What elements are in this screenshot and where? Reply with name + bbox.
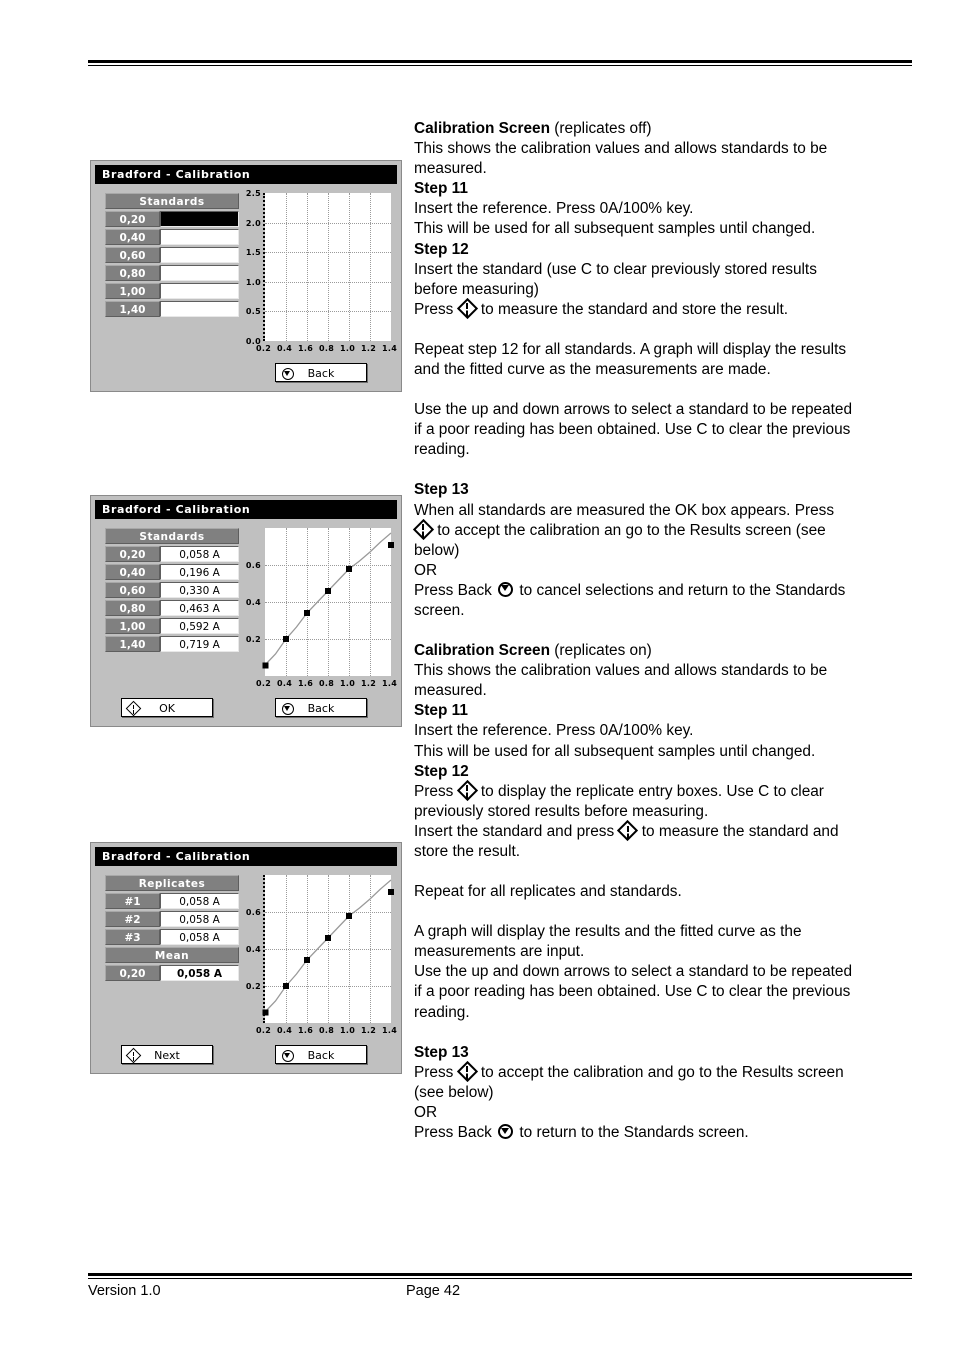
x-tick: 0.2: [256, 344, 272, 353]
footer-page-number: Page 42: [406, 1283, 461, 1299]
replicates-table-header: Replicates: [105, 875, 239, 891]
arrows-line3: reading.: [414, 441, 470, 459]
x-tick: 1.0: [340, 679, 356, 688]
standard-label: 0,40: [105, 229, 160, 245]
table-row[interactable]: [105, 247, 239, 263]
standard-label: 1,00: [105, 618, 160, 634]
x-tick: 0.4: [277, 344, 293, 353]
x-tick: 0.2: [256, 679, 272, 688]
back-button[interactable]: [275, 1045, 367, 1064]
x-tick: 1.6: [298, 344, 314, 353]
repeat-line1: Repeat step 12 for all standards. A graph will display the results: [414, 340, 847, 358]
press-back-post-2: to return to the Standards screen.: [515, 1124, 749, 1142]
or-separator-2: OR: [414, 1103, 438, 1121]
b-step-12-label: [414, 762, 884, 782]
y-tick: 1.0: [245, 277, 261, 287]
press-back-post-1: to cancel selections and return to the Standards: [515, 581, 846, 599]
replicate-label: #2: [105, 911, 160, 927]
standards-table-header: Standards: [105, 193, 239, 209]
back-button-label: Back: [307, 367, 335, 380]
data-points: [265, 875, 391, 1023]
step-13-line1: When all standards are measured the OK box appears. Press: [414, 501, 835, 519]
table-row[interactable]: [105, 546, 239, 562]
repeat-line2: and the fitted curve as the measurements are made.: [414, 361, 771, 379]
chart-plot-area: [265, 528, 391, 676]
enter-icon: [127, 702, 140, 715]
step-12-line1: Insert the standard (use C to clear previously stored results: [414, 260, 817, 278]
b-repeat-line: Repeat for all replicates and standards.: [414, 883, 682, 901]
p1-line1: This shows the calibration values and allows standards to be: [414, 140, 828, 158]
p1-line2: measured.: [414, 160, 487, 178]
standard-value-input[interactable]: [160, 211, 239, 227]
screen-title: Bradford - Calibration: [95, 500, 397, 519]
enter-key-icon: [619, 822, 636, 839]
next-button[interactable]: [121, 1045, 213, 1064]
press-back-pre-1: Press Back: [414, 581, 497, 599]
y-tick: 0.5: [245, 307, 261, 317]
enter-key-icon: [459, 782, 476, 799]
standards-table: [105, 193, 239, 319]
b-graph-line1: A graph will display the results and the fitted curve as the: [414, 923, 802, 941]
standard-value-input[interactable]: 0,592 A: [160, 618, 239, 634]
b-step-11-line1: Insert the reference. Press 0A/100% key.: [414, 722, 694, 740]
table-row[interactable]: [105, 893, 239, 909]
table-row[interactable]: [105, 301, 239, 317]
standard-value-input[interactable]: [160, 301, 239, 317]
back-button-label: Back: [307, 1049, 335, 1062]
footer-rule: [88, 1273, 912, 1279]
b-arrows-line1: Use the up and down arrows to select a standard to be repeated: [414, 963, 853, 981]
y-tick: 2.5: [245, 189, 261, 198]
b-step-13-bold: Step 13: [414, 1043, 469, 1061]
back-icon: [281, 1049, 294, 1062]
y-tick: 0.6: [245, 908, 261, 917]
back-key-icon: [497, 1123, 514, 1140]
mean-row[interactable]: [105, 965, 239, 981]
standard-value-input[interactable]: 0,058 A: [160, 546, 239, 562]
calibration-screen-filled: [90, 495, 402, 727]
b-arrows-line3: reading.: [414, 1003, 470, 1021]
table-row[interactable]: [105, 265, 239, 281]
spacer: [414, 320, 884, 340]
calibration-chart-replicates: [246, 869, 396, 1039]
calibration-chart-empty: [246, 187, 396, 357]
table-row[interactable]: [105, 283, 239, 299]
b-step-12-line1: [414, 782, 884, 802]
calibration-screen-heading-off: [414, 119, 884, 139]
b-insert-post: to measure the standard and: [637, 822, 839, 840]
standard-value-input[interactable]: [160, 283, 239, 299]
b-step-11-label: [414, 701, 884, 721]
y-tick: 0.2: [245, 982, 261, 991]
step-11-label: [414, 179, 884, 199]
enter-key-icon: [459, 1063, 476, 1080]
table-row[interactable]: [105, 229, 239, 245]
x-tick: 1.0: [340, 1026, 356, 1035]
b-step-13-pre: Press: [414, 1063, 458, 1081]
step-12-press-post: to measure the standard and store the result.: [476, 300, 789, 318]
b-step-13-post: to accept the calibration and go to the Results screen: [476, 1063, 844, 1081]
b-insert-line1: [414, 822, 884, 842]
standard-label: 1,40: [105, 301, 160, 317]
y-tick: 1.5: [245, 248, 261, 258]
b-step-12-line2: previously stored results before measuring.: [414, 802, 709, 820]
spacer: [414, 460, 884, 480]
next-button-label: Next: [154, 1049, 180, 1062]
step-12-label: [414, 240, 884, 260]
y-tick: 0.0: [245, 337, 261, 346]
standards-table: [105, 528, 239, 654]
press-back-line-2: screen.: [414, 601, 465, 619]
x-tick: 0.8: [319, 344, 335, 353]
replicates-table: [105, 875, 239, 983]
replicate-label: #3: [105, 929, 160, 945]
arrows-line1: Use the up and down arrows to select a standard to be repeated: [414, 401, 853, 419]
back-icon: [281, 702, 294, 715]
b-arrows-line2: if a poor reading has been obtained. Use C to clear the previous: [414, 983, 851, 1001]
b-step-12-post: to display the replicate entry boxes. Use C to clear: [476, 782, 824, 800]
back-icon: [281, 367, 294, 380]
b-step-12-bold: Step 12: [414, 762, 469, 780]
standard-value-input[interactable]: [160, 247, 239, 263]
b-step-12-pre: Press: [414, 782, 458, 800]
y-tick: 2.0: [245, 218, 261, 228]
x-tick: 1.2: [361, 679, 377, 688]
step-11-line2: This will be used for all subsequent samples until changed.: [414, 220, 816, 238]
spacer: [414, 380, 884, 400]
heading-bold-off: Calibration Screen: [414, 120, 550, 137]
p2-line2: measured.: [414, 682, 487, 700]
heading-rest-on: (replicates on): [550, 642, 652, 660]
table-row[interactable]: [105, 564, 239, 580]
header-rule: [88, 60, 912, 66]
back-key-icon: [497, 581, 514, 598]
table-row[interactable]: [105, 636, 239, 652]
step-11-line1: Insert the reference. Press 0A/100% key.: [414, 200, 694, 218]
x-tick: 0.8: [319, 1026, 335, 1035]
table-row[interactable]: [105, 600, 239, 616]
b-graph-line2: measurements are input.: [414, 943, 585, 961]
y-tick: 0.4: [245, 598, 261, 607]
standard-value-input[interactable]: [160, 265, 239, 281]
ok-button-label: OK: [159, 702, 175, 715]
x-tick: 1.4: [382, 1026, 398, 1035]
b-insert-line2: store the result.: [414, 843, 521, 860]
x-tick: 1.6: [298, 679, 314, 688]
standard-value-input[interactable]: 0,719 A: [160, 636, 239, 652]
calibration-screen-heading-on: [414, 641, 884, 661]
back-button-label: Back: [307, 702, 335, 715]
b-insert-pre: Insert the standard and press: [414, 822, 619, 840]
back-button[interactable]: [275, 363, 367, 382]
replicate-label: #1: [105, 893, 160, 909]
x-tick: 1.0: [340, 344, 356, 353]
mean-table-header: Mean: [105, 947, 239, 963]
step-13-line2-text: to accept the calibration an go to the Results screen (see: [433, 521, 826, 539]
press-back-pre-2: Press Back: [414, 1124, 497, 1142]
y-tick: 0.6: [245, 561, 261, 570]
spacer: [414, 621, 884, 641]
calibration-screen-empty: [90, 160, 402, 392]
step-11-bold: Step 11: [414, 180, 468, 198]
calibration-screen-replicates: [90, 842, 402, 1074]
back-button[interactable]: [275, 698, 367, 717]
step-12-press-line: [414, 300, 884, 320]
screen-title: Bradford - Calibration: [95, 847, 397, 866]
x-tick: 1.4: [382, 344, 398, 353]
or-separator-1: OR: [414, 561, 438, 579]
x-tick: 1.2: [361, 1026, 377, 1035]
heading-bold-on: Calibration Screen: [414, 642, 550, 660]
standard-value-input[interactable]: [160, 229, 239, 245]
heading-rest-off: (replicates off): [550, 120, 652, 137]
step-12-line2: before measuring): [414, 280, 539, 298]
x-tick: 1.6: [298, 1026, 314, 1035]
table-row[interactable]: [105, 929, 239, 945]
step-13-line3: below): [414, 541, 460, 559]
chart-plot-area: [265, 193, 391, 341]
screen-title: Bradford - Calibration: [95, 165, 397, 184]
chart-plot-area: [265, 875, 391, 1023]
x-tick: 0.4: [277, 1026, 293, 1035]
standards-table-header: Standards: [105, 528, 239, 544]
b-step-13-label: [414, 1043, 884, 1063]
standard-value-input[interactable]: 0,196 A: [160, 564, 239, 580]
replicate-value-input[interactable]: 0,058 A: [160, 893, 239, 909]
replicate-value-input[interactable]: 0,058 A: [160, 911, 239, 927]
y-tick: 0.2: [245, 635, 261, 644]
b-step-11-bold: Step 11: [414, 702, 468, 720]
b-step-13-line1: [414, 1063, 884, 1083]
standard-label: 0,40: [105, 564, 160, 580]
step-13-bold: Step 13: [414, 481, 469, 499]
standard-label: 0,80: [105, 265, 160, 281]
footer-version: Version 1.0: [88, 1283, 161, 1299]
standard-label: 0,20: [105, 211, 160, 227]
data-points: [265, 528, 391, 676]
standard-label: 0,60: [105, 582, 160, 598]
x-tick: 0.8: [319, 679, 335, 688]
table-row[interactable]: [105, 582, 239, 598]
standard-label: 0,80: [105, 600, 160, 616]
arrows-line2: if a poor reading has been obtained. Use C to clear the previous: [414, 421, 851, 439]
ok-button[interactable]: [121, 698, 213, 717]
table-row[interactable]: [105, 211, 239, 227]
standard-label: 0,20: [105, 546, 160, 562]
enter-icon: [127, 1049, 140, 1062]
mean-value: 0,058 A: [160, 965, 239, 981]
instructions-column: [414, 119, 884, 1143]
spacer: [414, 1023, 884, 1043]
step-13-line2: [414, 521, 884, 541]
table-row[interactable]: [105, 911, 239, 927]
standard-label: 1,00: [105, 283, 160, 299]
mean-standard-label: 0,20: [105, 965, 160, 981]
standard-label: 1,40: [105, 636, 160, 652]
y-tick: 0.4: [245, 945, 261, 954]
b-step-13-line2: (see below): [414, 1083, 494, 1101]
enter-key-icon: [415, 521, 432, 538]
table-row[interactable]: [105, 618, 239, 634]
step-13-label: [414, 480, 884, 500]
standard-value-input[interactable]: 0,330 A: [160, 582, 239, 598]
standard-label: 0,60: [105, 247, 160, 263]
spacer: [414, 862, 884, 882]
enter-key-icon: [459, 300, 476, 317]
x-tick: 0.2: [256, 1026, 272, 1035]
step-12-press-pre: Press: [414, 300, 458, 318]
x-tick: 1.2: [361, 344, 377, 353]
step-12-bold: Step 12: [414, 240, 469, 258]
calibration-chart-standards: [246, 522, 396, 692]
x-tick: 0.4: [277, 679, 293, 688]
standard-value-input[interactable]: 0,463 A: [160, 600, 239, 616]
b-step-11-line2: This will be used for all subsequent samples until changed.: [414, 742, 816, 760]
spacer: [414, 902, 884, 922]
x-tick: 1.4: [382, 679, 398, 688]
p2-line1: This shows the calibration values and allows standards to be: [414, 662, 828, 680]
press-back-line-3: [414, 1123, 884, 1143]
press-back-line-1: [414, 581, 884, 601]
replicate-value-input[interactable]: 0,058 A: [160, 929, 239, 945]
